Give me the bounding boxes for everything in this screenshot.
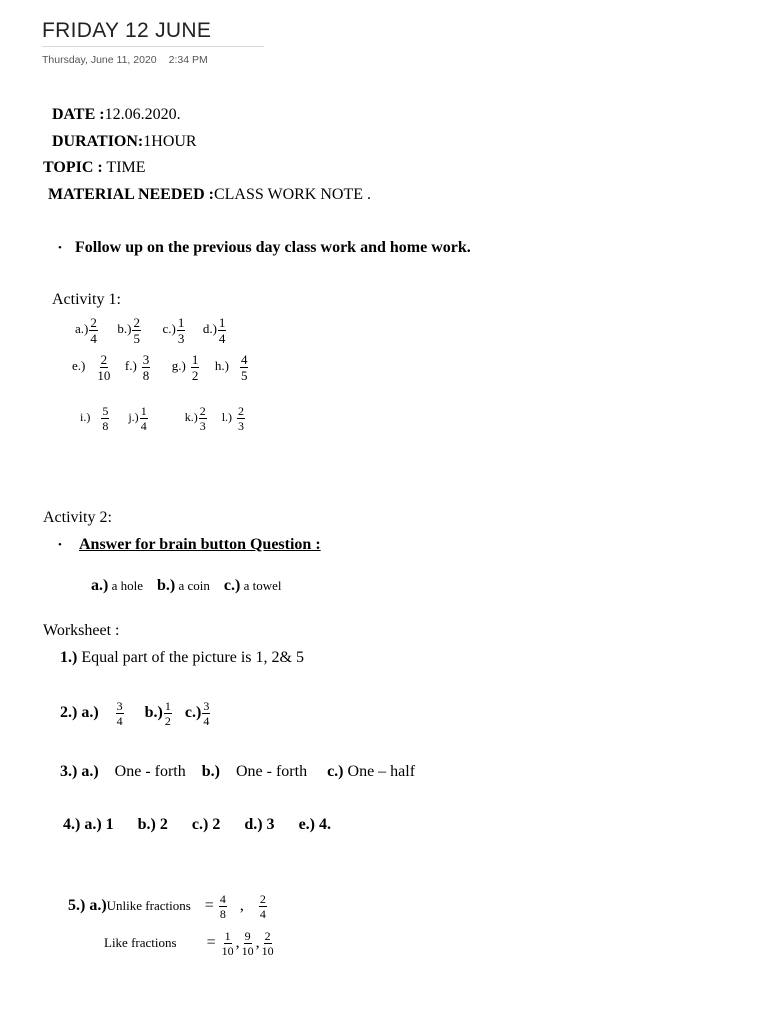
worksheet-q3: 3.) a.) One - forth b.) One - forth c.) One – half (60, 763, 416, 780)
frac-item: c.) $\frac{1}{3}$ (162, 315, 185, 346)
frac-item: k.) $\frac{2}{3}$ (184, 404, 206, 433)
duration-line (52, 133, 197, 151)
duration-value: 1HOUR (143, 133, 197, 150)
date-stamp: Thursday, June 11, 2020 (42, 54, 157, 66)
timestamp (42, 54, 208, 66)
frac-item: e.) $\frac{2}{10}$ (72, 352, 111, 383)
activity2-subheading: Answer for brain button Question : (79, 536, 321, 553)
topic-value: TIME (102, 159, 146, 176)
activity2-title: Activity 2: (43, 509, 112, 526)
bullet-icon: • (58, 242, 62, 254)
activity1-row2 (72, 353, 249, 382)
date-label: DATE : (52, 106, 105, 123)
time-stamp: 2:34 PM (168, 54, 208, 66)
activity1-row3 (80, 405, 246, 432)
activity2-answers: a.) a hole b.) a coin c.) a towel (91, 577, 282, 594)
bullet-icon: • (58, 539, 62, 551)
followup-text: Follow up on the previous day class work and home work. (75, 239, 471, 256)
frac-item: d.) $\frac{1}{4}$ (202, 315, 226, 346)
frac-item: l.) $\frac{2}{3}$ (221, 404, 245, 433)
date-line (52, 106, 181, 124)
topic-line (43, 159, 146, 177)
worksheet-q2: 2.) a.) $\frac{3}{4}$ b.) $\frac{1}{2}$ c.) $\frac{3}{4}$ (60, 699, 210, 728)
frac-item: j.) $\frac{1}{4}$ (128, 404, 147, 433)
worksheet-q1: 1.) Equal part of the picture is 1, 2& 5 (60, 649, 304, 666)
frac-item: g.) $\frac{1}{2}$ (171, 352, 199, 383)
activity1-row1 (75, 316, 227, 345)
topic-label: TOPIC : (43, 159, 103, 176)
title-divider (42, 46, 264, 47)
worksheet-q5-like: Like fractions = $\frac{1}{10}$ , $\frac{9}{10}$ , $\frac{2}{10}$ (104, 929, 274, 958)
frac-item: h.) $\frac{4}{5}$ (214, 352, 248, 383)
frac-item: a.) $\frac{2}{4}$ (75, 315, 97, 346)
frac-item: i.) $\frac{5}{8}$ (80, 404, 109, 433)
frac-item: b.) $\frac{2}{5}$ (117, 315, 140, 346)
date-value: 12.06.2020. (104, 106, 181, 123)
frac-item: f.) $\frac{3}{8}$ (124, 352, 150, 383)
duration-label: DURATION: (52, 133, 144, 150)
activity1-title: Activity 1: (52, 291, 121, 308)
worksheet-q4: 4.) a.) 1 b.) 2 c.) 2 d.) 3 e.) 4. (63, 816, 331, 833)
material-line (48, 186, 371, 204)
page-title: FRIDAY 12 JUNE (42, 19, 212, 42)
worksheet-q5-unlike: 5.) a.)Unlike fractions = $\frac{4}{8}$ , $\frac{2}{4}$ (68, 892, 266, 921)
material-value: CLASS WORK NOTE . (213, 186, 371, 203)
material-label: MATERIAL NEEDED : (48, 186, 214, 203)
worksheet-title: Worksheet : (43, 622, 120, 639)
